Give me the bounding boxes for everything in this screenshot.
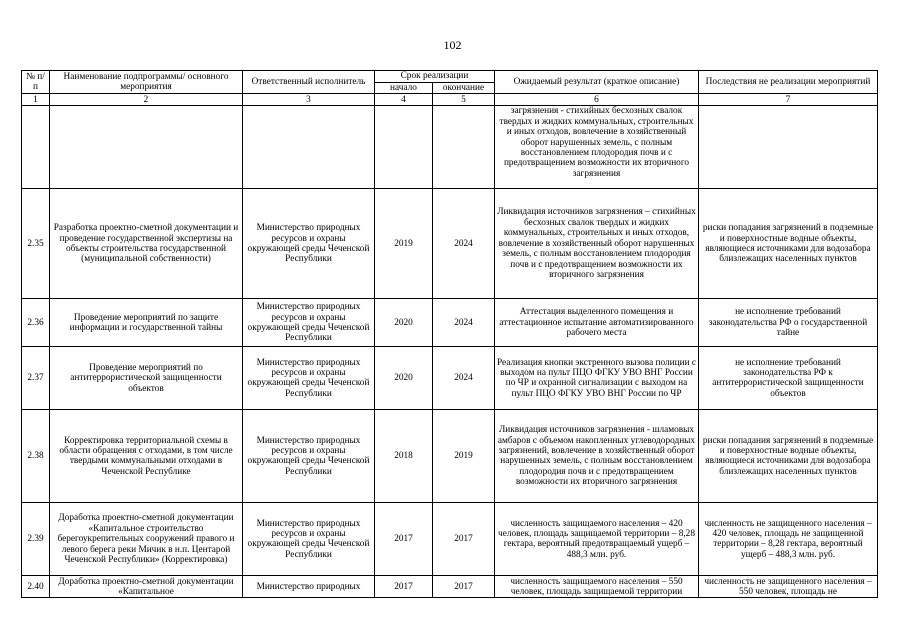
row-start: 2020 <box>375 347 433 410</box>
row-result: загрязнения - стихийных бесхозных свалок твердых и жидких коммунальных, строительных и иных отходов, вовлечение в хозяйственный оборот нарушенных земель, с полным восстановлением плодородия почв и с предотвращением возможности их вторичного загрязнения <box>495 106 699 189</box>
row-executor: Министерство природных ресурсов и охраны окружающей среды Чеченской Республики <box>243 189 375 299</box>
row-name: Проведение мероприятий по защите информации и государственной тайны <box>50 299 243 347</box>
row-name: Разработка проектно-сметной документации и проведение государственной экспертизы на объекты строительства государственной (муниципальной собственности) <box>50 189 243 299</box>
row-executor: Министерство природных ресурсов и охраны окружающей среды Чеченской Республики <box>243 347 375 410</box>
table-row <box>22 106 878 189</box>
row-start: 2018 <box>375 410 433 503</box>
header-end: окончание <box>433 83 495 94</box>
col-number: 6 <box>495 94 699 106</box>
table-row <box>22 503 878 576</box>
row-end: 2024 <box>433 189 495 299</box>
col-number: 1 <box>22 94 50 106</box>
header-start: начало <box>375 83 433 94</box>
row-end: 2019 <box>433 410 495 503</box>
row-result: численность защищаемого населения – 420 человек, площадь защищаемой территории – 8,28 гектара, вероятный предотвращаемый ущерб – 488,3 млн. руб. <box>495 503 699 576</box>
row-result: Аттестация выделенного помещения и аттестационное испытание автоматизированного рабочего места <box>495 299 699 347</box>
table-row <box>22 410 878 503</box>
row-result: Ликвидация источников загрязнения – стихийных бесхозных свалок твердых и жидких коммунальных, строительных и иных отходов, вовлечение в хозяйственный оборот нарушенных земель, с полным восстановлением плодородия почв и с предотвращением возможности их вторичного загрязнения <box>495 189 699 299</box>
table-row <box>22 347 878 410</box>
row-name: Доработка проектно-сметной документации «Капитальное <box>50 576 243 598</box>
row-start: 2019 <box>375 189 433 299</box>
table-row <box>22 576 878 598</box>
row-start: 2017 <box>375 576 433 598</box>
page-number: 102 <box>443 38 462 52</box>
row-consequences <box>699 106 878 189</box>
row-consequences: численность не защищенного населения – 420 человек, площадь не защищенной территории – 8,28 гектара, вероятный ущерб – 488,3 млн. руб. <box>699 503 878 576</box>
row-name: Доработка проектно-сметной документации «Капитальное строительство берегоукрепительных сооружений правого и левого берега реки Мичик в н.п. Центарой Чеченской Республики» (Корректировка) <box>50 503 243 576</box>
col-number: 3 <box>243 94 375 106</box>
col-number: 2 <box>50 94 243 106</box>
row-consequences: риски попадания загрязнений в подземные и поверхностные водные объекты, являющиеся источниками для водозабора близлежащих населенных пунктов <box>699 189 878 299</box>
row-executor: Министерство природных <box>243 576 375 598</box>
col-number: 4 <box>375 94 433 106</box>
row-num: 2.35 <box>22 189 50 299</box>
header-num: № п/п <box>22 71 50 94</box>
row-end: 2024 <box>433 299 495 347</box>
header-consequences: Последствия не реализации мероприятий <box>699 71 878 94</box>
col-number: 7 <box>699 94 878 106</box>
row-consequences: риски попадания загрязнений в подземные и поверхностные водные объекты, являющиеся источниками для водозабора близлежащих населенных пунктов <box>699 410 878 503</box>
row-start <box>375 106 433 189</box>
row-start: 2020 <box>375 299 433 347</box>
row-consequences: не исполнение требований законодательства РФ к антитеррористической защищенности объектов <box>699 347 878 410</box>
row-executor: Министерство природных ресурсов и охраны окружающей среды Чеченской Республики <box>243 299 375 347</box>
row-end <box>433 106 495 189</box>
row-executor: Министерство природных ресурсов и охраны окружающей среды Чеченской Республики <box>243 503 375 576</box>
row-num: 2.39 <box>22 503 50 576</box>
row-num: 2.38 <box>22 410 50 503</box>
row-consequences: численность не защищенного населения – 550 человек, площадь не <box>699 576 878 598</box>
header-name: Наименование подпрограммы/ основного мероприятия <box>50 71 243 94</box>
row-consequences: не исполнение требований законодательства РФ о государственной тайне <box>699 299 878 347</box>
row-executor <box>243 106 375 189</box>
program-table <box>21 70 878 598</box>
table-row <box>22 189 878 299</box>
header-result: Ожидаемый результат (краткое описание) <box>495 71 699 94</box>
row-result: Реализация кнопки экстренного вызова полиции с выходом на пульт ПЦО ФГКУ УВО ВНГ России по ЧР и охранной сигнализации с выходом на пульт ПЦО ФГКУ УВО ВНГ России по ЧР <box>495 347 699 410</box>
row-num: 2.37 <box>22 347 50 410</box>
row-result: Ликвидация источников загрязнения - шламовых амбаров с объемом накопленных углеводородных загрязнений, вовлечение в хозяйственный оборот нарушенных земель, с полным восстановлением плодородия почв и с предотвращением возможности их вторичного загрязнения <box>495 410 699 503</box>
row-end: 2017 <box>433 503 495 576</box>
row-name: Проведение мероприятий по антитеррористической защищенности объектов <box>50 347 243 410</box>
header-executor: Ответственный исполнитель <box>243 71 375 94</box>
row-end: 2017 <box>433 576 495 598</box>
header-period: Срок реализации <box>375 71 495 83</box>
row-num: 2.36 <box>22 299 50 347</box>
row-end: 2024 <box>433 347 495 410</box>
row-name: Корректировка территориальной схемы в области обращения с отходами, в том числе твердыми коммунальными отходами в Чеченской Республике <box>50 410 243 503</box>
col-number: 5 <box>433 94 495 106</box>
row-executor: Министерство природных ресурсов и охраны окружающей среды Чеченской Республики <box>243 410 375 503</box>
row-start: 2017 <box>375 503 433 576</box>
row-result: численность защищаемого населения – 550 человек, площадь защищаемой территории <box>495 576 699 598</box>
row-num: 2.40 <box>22 576 50 598</box>
table-row <box>22 299 878 347</box>
row-name <box>50 106 243 189</box>
row-num <box>22 106 50 189</box>
